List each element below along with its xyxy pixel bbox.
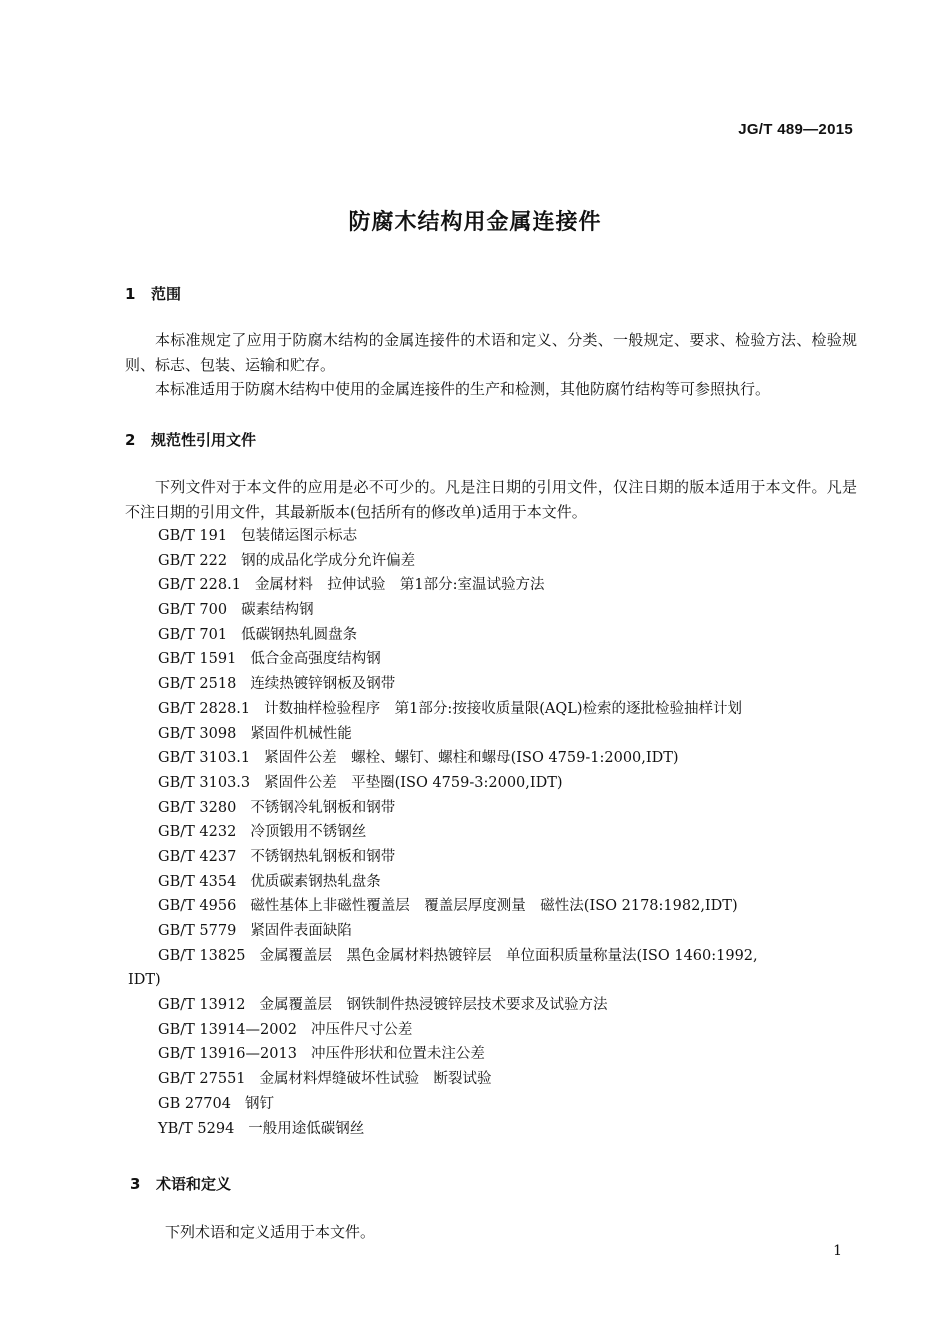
reference-code: GB/T 191 xyxy=(158,528,228,544)
reference-item xyxy=(0,549,950,574)
reference-item xyxy=(0,796,950,821)
reference-item xyxy=(0,598,950,623)
section-1-heading xyxy=(125,283,181,304)
reference-item xyxy=(0,919,950,944)
reference-item xyxy=(0,573,950,598)
reference-code: GB/T 4237 xyxy=(158,848,237,865)
reference-title: 金属材料 拉伸试验 第1部分:室温试验方法 xyxy=(254,577,545,594)
reference-title: 紧固件表面缺陷 xyxy=(250,923,352,939)
reference-code: GB/T 222 xyxy=(158,552,228,569)
document-title: 防腐木结构用金属连接件 xyxy=(348,210,602,235)
reference-code: GB/T 13912 xyxy=(158,997,246,1014)
reference-item xyxy=(0,993,950,1018)
reference-item xyxy=(0,1018,950,1043)
reference-item xyxy=(0,746,950,771)
reference-title: 一般用途低碳钢丝 xyxy=(248,1120,365,1137)
reference-code: GB/T 1591 xyxy=(158,651,237,668)
document-code: JG/T 489—2015 xyxy=(738,121,853,138)
reference-item xyxy=(0,1067,950,1092)
normative-references-list xyxy=(0,524,950,1141)
reference-code: GB/T 13914—2002 xyxy=(158,1021,297,1038)
reference-code: GB/T 4232 xyxy=(158,824,237,841)
reference-item xyxy=(0,672,950,697)
reference-item xyxy=(0,1042,950,1067)
reference-code: GB/T 2828.1 xyxy=(158,700,251,717)
reference-title: 冲压件尺寸公差 xyxy=(310,1021,413,1038)
reference-item xyxy=(0,697,950,722)
reference-code: GB/T 4956 xyxy=(158,898,237,915)
reference-code: GB/T 4354 xyxy=(158,873,237,890)
reference-code: GB/T 2518 xyxy=(158,676,237,693)
reference-item xyxy=(0,820,950,845)
reference-code: YB/T 5294 xyxy=(158,1120,235,1137)
reference-title: 钢的成品化学成分允许偏差 xyxy=(241,552,416,569)
references-intro-paragraph: 下列文件对于本文件的应用是必不可少的。凡是注日期的引用文件，仅注日期的版本适用于本文件。凡是不注日期的引用文件，其最新版本(包括所有的修改单)适用于本文件。 xyxy=(125,478,857,521)
reference-code: GB/T 5779 xyxy=(158,923,237,939)
reference-title: 冲压件形状和位置未注公差 xyxy=(310,1046,485,1063)
reference-item xyxy=(0,1092,950,1117)
section-2-heading xyxy=(125,429,256,450)
reference-code: GB/T 13916—2013 xyxy=(158,1046,297,1063)
section-number: 3 xyxy=(130,1175,141,1193)
reference-code: GB/T 3098 xyxy=(158,725,237,742)
reference-code: GB/T 3280 xyxy=(158,799,237,816)
section-number: 2 xyxy=(125,431,136,449)
reference-item xyxy=(0,524,950,549)
reference-title-continuation: IDT) xyxy=(128,972,161,989)
scope-paragraph-2: 本标准适用于防腐木结构中使用的金属连接件的生产和检测，其他防腐竹结构等可参照执行。 xyxy=(155,380,771,398)
reference-title: 紧固件公差 平垫圈(ISO 4759-3:2000,IDT) xyxy=(264,774,563,791)
reference-title: 低碳钢热轧圆盘条 xyxy=(241,626,358,643)
reference-title: 金属材料焊缝破坏性试验 断裂试验 xyxy=(259,1071,492,1088)
section-title: 范围 xyxy=(151,285,182,303)
reference-item xyxy=(0,623,950,648)
reference-title: 冷顶锻用不锈钢丝 xyxy=(250,824,367,841)
section-title: 规范性引用文件 xyxy=(151,431,257,449)
reference-code: GB/T 3103.3 xyxy=(158,774,251,791)
reference-item xyxy=(0,647,950,672)
reference-title: 不锈钢冷轧钢板和钢带 xyxy=(250,799,396,816)
reference-item xyxy=(0,722,950,747)
section-3-heading xyxy=(130,1173,231,1194)
reference-item xyxy=(0,894,950,919)
reference-code: GB/T 27551 xyxy=(158,1071,246,1088)
reference-title: 连续热镀锌钢板及钢带 xyxy=(250,676,396,693)
reference-title: 低合金高强度结构钢 xyxy=(250,651,381,668)
reference-title: 磁性基体上非磁性覆盖层 覆盖层厚度测量 磁性法(ISO 2178:1982,IDT) xyxy=(250,898,738,915)
reference-title: 优质碳素钢热轧盘条 xyxy=(250,873,381,890)
reference-item xyxy=(0,771,950,796)
scope-paragraph-1: 本标准规定了应用于防腐木结构的金属连接件的术语和定义、分类、一般规定、要求、检验方法、检验规则、标志、包装、运输和贮存。 xyxy=(125,331,857,374)
reference-code: GB/T 701 xyxy=(158,626,228,643)
reference-title: 金属覆盖层 黑色金属材料热镀锌层 单位面积质量称量法(ISO 1460:1992, xyxy=(259,947,758,964)
section-title: 术语和定义 xyxy=(156,1175,232,1193)
reference-item xyxy=(0,944,950,993)
reference-title: 不锈钢热轧钢板和钢带 xyxy=(250,848,396,865)
reference-title: 金属覆盖层 钢铁制件热浸镀锌层技术要求及试验方法 xyxy=(259,997,608,1014)
reference-code: GB/T 13825 xyxy=(158,947,246,964)
reference-title: 计数抽样检验程序 第1部分:按接收质量限(AQL)检索的逐批检验抽样计划 xyxy=(264,700,743,717)
reference-title: 紧固件机械性能 xyxy=(250,725,352,742)
terms-intro-paragraph: 下列术语和定义适用于本文件。 xyxy=(165,1223,376,1241)
reference-item xyxy=(0,845,950,870)
reference-code: GB/T 3103.1 xyxy=(158,750,251,767)
reference-code: GB/T 228.1 xyxy=(158,577,241,594)
reference-item xyxy=(0,870,950,895)
section-number: 1 xyxy=(125,285,136,303)
reference-item xyxy=(0,1117,950,1142)
reference-code: GB/T 700 xyxy=(158,602,228,619)
reference-title: 碳素结构钢 xyxy=(241,602,314,619)
reference-code: GB 27704 xyxy=(158,1095,231,1112)
page-number: 1 xyxy=(833,1243,842,1259)
reference-title: 紧固件公差 螺栓、螺钉、螺柱和螺母(ISO 4759-1:2000,IDT) xyxy=(264,750,679,767)
reference-title: 包装储运图示标志 xyxy=(241,528,358,544)
reference-title: 钢钉 xyxy=(244,1095,274,1112)
